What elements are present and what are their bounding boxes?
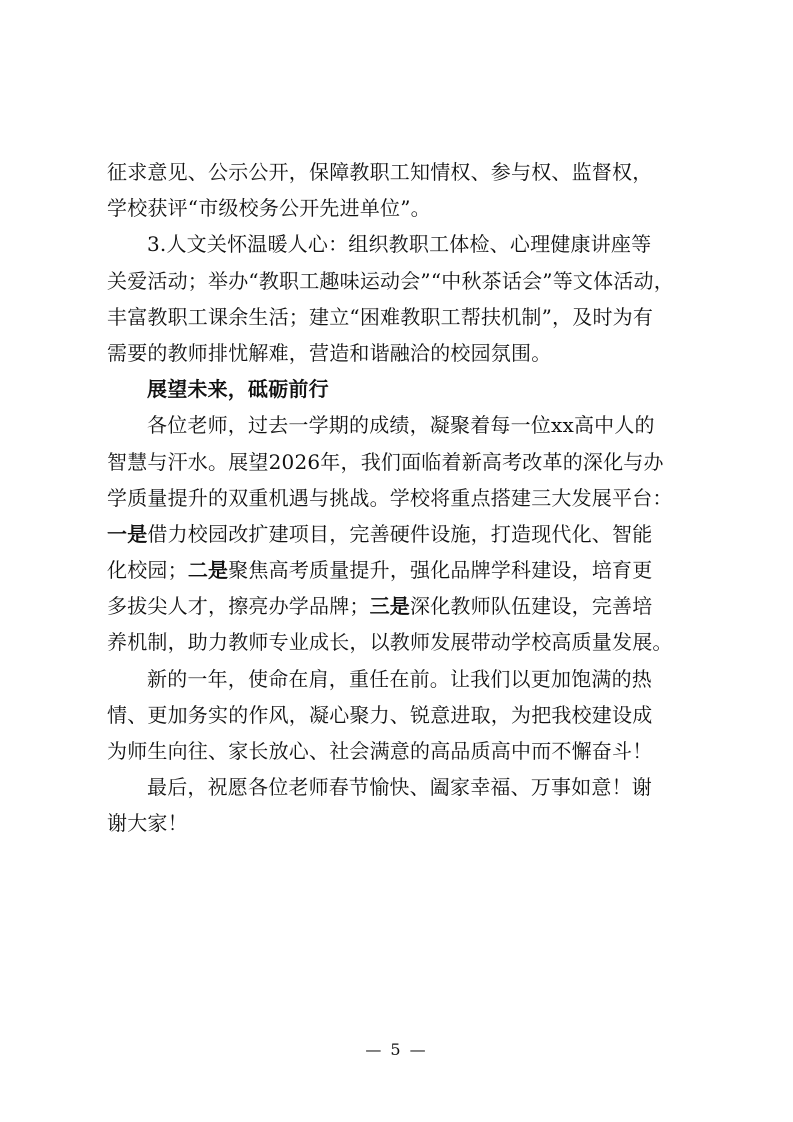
text-segment: 聚焦高考质量提升，强化品牌学科建设，培育更 — [228, 558, 653, 583]
text-line: 需要的教师排忧解难，营造和谐融洽的校园氛围。 — [107, 340, 552, 365]
text-line: 智慧与汗水。展望2026年，我们面临着新高考改革的深化与办 — [107, 449, 664, 474]
bold-lead: 三是 — [369, 594, 411, 619]
text-line: 为师生向往、家长放心、社会满意的高品质高中而不懈奋斗！ — [107, 739, 653, 763]
text-line: 丰富教职工课余生活；建立“困难教职工帮扶机制”，及时为有 — [107, 304, 654, 329]
text-line: 谢大家！ — [107, 811, 188, 836]
text-line: 展望未来，砥砺前行 — [147, 377, 329, 402]
page-number: — 5 — — [365, 1040, 428, 1059]
text-line: 学质量提升的双重机遇与挑战。学校将重点搭建三大发展平台： — [107, 485, 673, 510]
text-segment: 借力校园改扩建项目，完善硬件设施，打造现代化、智能 — [147, 521, 653, 546]
text-line — [107, 516, 691, 552]
text-segment: 深化教师队伍建设，完善培 — [410, 594, 653, 619]
text-segment: 多拔尖人才，擦亮办学品牌； — [107, 594, 370, 619]
bold-lead: 一是 — [107, 521, 148, 546]
text-line: 各位老师，过去一学期的成绩，凝聚着每一位xx高中人的 — [147, 413, 655, 438]
text-line — [107, 588, 691, 624]
body-text — [107, 154, 691, 842]
text-line: 3.人文关怀温暖人心：组织教职工体检、心理健康讲座等 — [147, 232, 652, 257]
text-line: 最后，祝愿各位老师春节愉快、阖家幸福、万事如意！谢 — [147, 775, 652, 800]
text-line: 关爱活动；举办“教职工趣味运动会”“中秋茶话会”等文体活动， — [107, 268, 674, 293]
text-line: 征求意见、公示公开，保障教职工知情权、参与权、监督权， — [107, 160, 653, 184]
bold-lead: 二是 — [187, 558, 229, 583]
text-segment: 化校园； — [107, 558, 188, 583]
text-line: 情、更加务实的作风，凝心聚力、锐意进取，为把我校建设成 — [107, 702, 653, 727]
text-line: 新的一年，使命在肩，重任在前。让我们以更加饱满的热 — [147, 666, 652, 691]
text-line — [107, 552, 691, 588]
text-line: 学校获评“市级校务公开先进单位”。 — [107, 196, 431, 221]
text-line: 养机制，助力教师专业成长，以教师发展带动学校高质量发展。 — [107, 630, 673, 655]
